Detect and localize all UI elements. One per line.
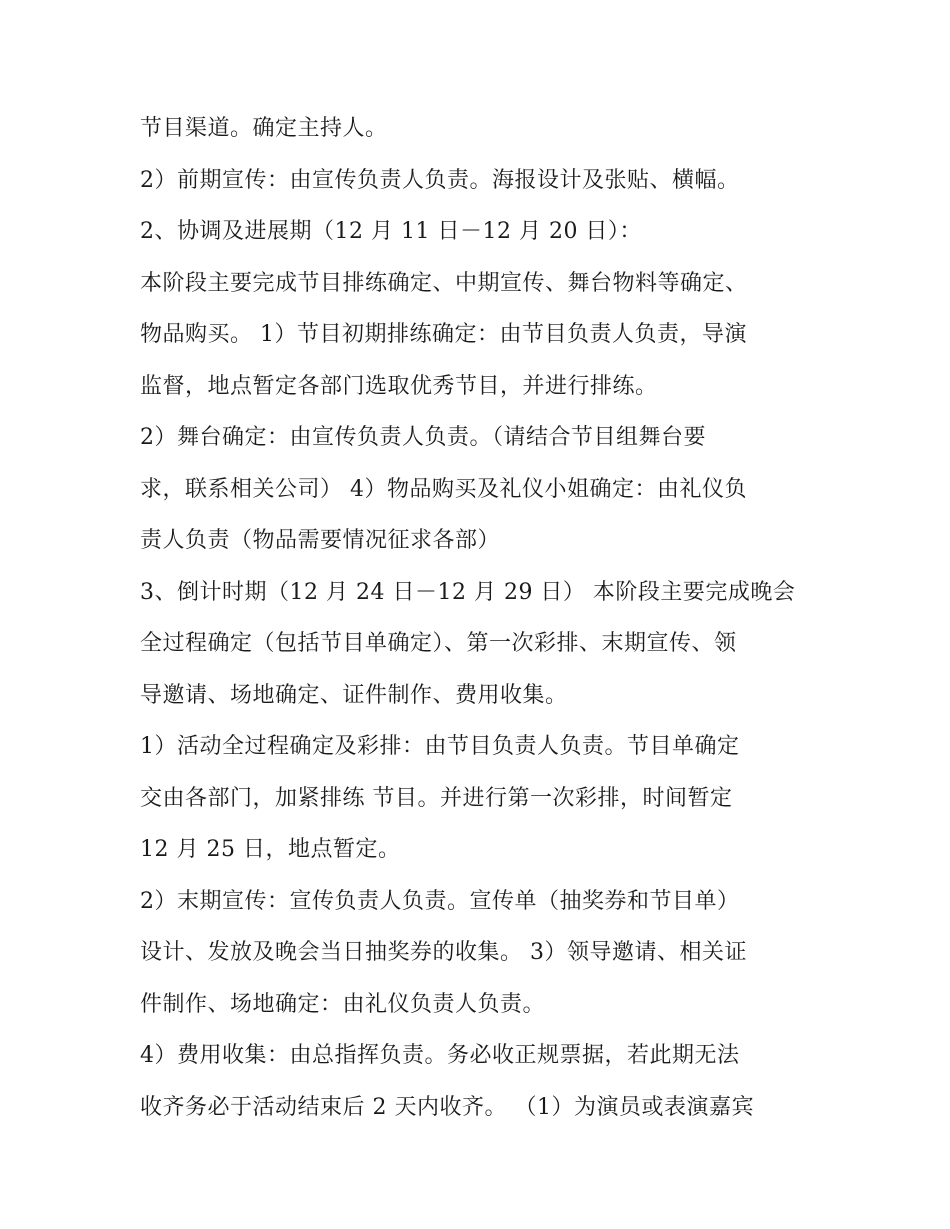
text-line: 全过程确定（包括节目单确定）、第一次彩排、末期宣传、领 (140, 631, 737, 656)
text-line: 1）活动全过程确定及彩排：由节目负责人负责。节目单确定 (140, 734, 740, 759)
text-line: 4）费用收集：由总指挥负责。务必收正规票据，若此期无法 (140, 1043, 740, 1068)
text-line: 件制作、场地确定：由礼仪负责人负责。 (140, 991, 546, 1017)
text-line: 2）前期宣传：由宣传负责人负责。海报设计及张贴、横幅。 (140, 167, 740, 193)
section-heading: 2、协调及进展期（12 月 11 日－12 月 20 日）： (140, 219, 642, 244)
text-line: 节目渠道。确定主持人。 (140, 116, 388, 141)
text-line: 2）舞台确定：由宣传负责人负责。（请结合节目组舞台要 (140, 425, 706, 450)
text-line: 求，联系相关公司） 4）物品购买及礼仪小姐确定：由礼仪负 (140, 476, 747, 502)
text-line: 导邀请、场地确定、证件制作、费用收集。 (140, 682, 568, 708)
text-line: 收齐务必于活动结束后 2 天内收齐。 （1）为演员或表演嘉宾 (140, 1094, 754, 1120)
document-body (140, 110, 820, 1140)
text-line: 物品购买。 1）节目初期排练确定：由节目负责人负责，导演 (140, 322, 747, 347)
text-line: 交由各部门，加紧排练 节目。并进行第一次彩排，时间暂定 (140, 785, 733, 811)
text-line: 设计、发放及晚会当日抽奖券的收集。 3）领导邀请、相关证 (140, 940, 747, 965)
text-line: 2）末期宣传：宣传负责人负责。宣传单（抽奖券和节目单） (140, 888, 740, 914)
text-line: 本阶段主要完成节目排练确定、中期宣传、舞台物料等确定、 (140, 270, 748, 296)
section-heading: 3、倒计时期（12 月 24 日－12 月 29 日） 本阶段主要完成晚会 (140, 579, 796, 605)
text-line: 12 月 25 日，地点暂定。 (140, 837, 401, 862)
text-line: 责人负责（物品需要情况征求各部） (140, 528, 501, 553)
text-line: 监督，地点暂定各部门选取优秀节目，并进行排练。 (140, 373, 658, 399)
